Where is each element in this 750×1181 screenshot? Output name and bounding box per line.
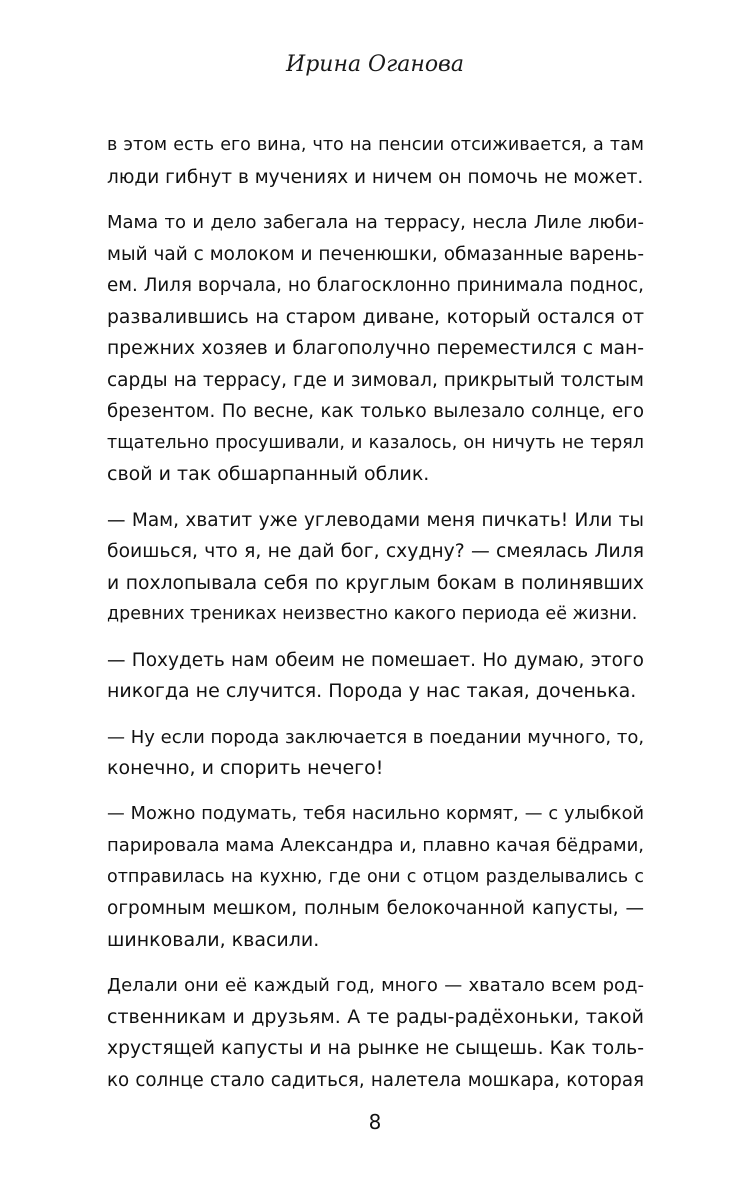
text-line: — Ну если порода заключается в поедании мучного, то, [107, 726, 645, 748]
text-line: Делали они её каждый год, много — хватало всем род- [107, 975, 644, 996]
text-line: шинковали, квасили. [107, 928, 320, 951]
paragraph [107, 505, 644, 631]
running-header-author: Ирина Оганова [286, 52, 464, 77]
text-line: — Мам, хватит уже углеводами меня пичкать! Или ты [107, 509, 644, 531]
text-line: ем. Лиля ворчала, но благосклонно принимала поднос, [107, 275, 644, 296]
text-line: древних трениках неизвестно какого периода её жизни. [107, 604, 638, 624]
paragraph [107, 130, 644, 193]
text-line: развалившись на старом диване, который остался от [107, 306, 644, 328]
text-line: — Можно подумать, тебя насильно кормят, — с улыбкой [107, 803, 644, 824]
text-line: ко солнце стало садиться, налетела мошкара, которая [107, 1069, 644, 1091]
text-line: хрустящей капусты и на рынке не сыщешь. Как толь- [107, 1038, 644, 1059]
text-line: свой и так обшарпанный облик. [107, 463, 430, 485]
body-text [107, 130, 644, 1110]
text-line: люди гибнут в мучениях и ничем он помочь не может. [107, 166, 644, 188]
text-line: отправилась на кухню, где они с отцом разделывались с [107, 866, 644, 887]
paragraph [107, 645, 644, 708]
text-line: никогда не случится. Порода у нас такая, доченька. [107, 680, 637, 702]
text-line: боишься, что я, не дай бог, схудну? — смеялась Лиля [107, 541, 644, 562]
text-line: в этом есть его вина, что на пенсии отсиживается, а там [107, 135, 644, 155]
text-line: брезентом. По весне, как только вылезало солнце, его [107, 401, 644, 422]
text-line: огромным мешком, полным белокочанной капусты, — [107, 898, 644, 919]
paragraph [107, 799, 644, 957]
page-number: 8 [368, 1110, 382, 1134]
text-line: ственникам и друзьям. А те рады-радёхоньки, такой [107, 1005, 644, 1028]
text-line: тщательно просушивали, и казалось, он ничуть не терял [107, 432, 644, 453]
text-line: Мама то и дело забегала на террасу, несла Лиле люби- [107, 212, 644, 233]
paragraph [107, 970, 644, 1096]
text-line: и похлопывала себя по круглым бокам в полинявших [107, 572, 644, 594]
text-line: прежних хозяев и благополучно переместился с ман- [107, 338, 644, 359]
text-line: — Похудеть нам обеим не помешает. Но думаю, этого [107, 649, 644, 671]
text-line: парировала мама Александра и, плавно качая бёдрами, [107, 835, 645, 856]
text-line: мый чай с молоком и печенюшки, обмазанные варень- [107, 243, 644, 265]
text-line: сарды на террасу, где и зимовал, прикрытый толстым [107, 369, 644, 391]
paragraph [107, 722, 644, 785]
paragraph [107, 207, 644, 491]
text-line: конечно, и спорить нечего! [107, 757, 384, 779]
